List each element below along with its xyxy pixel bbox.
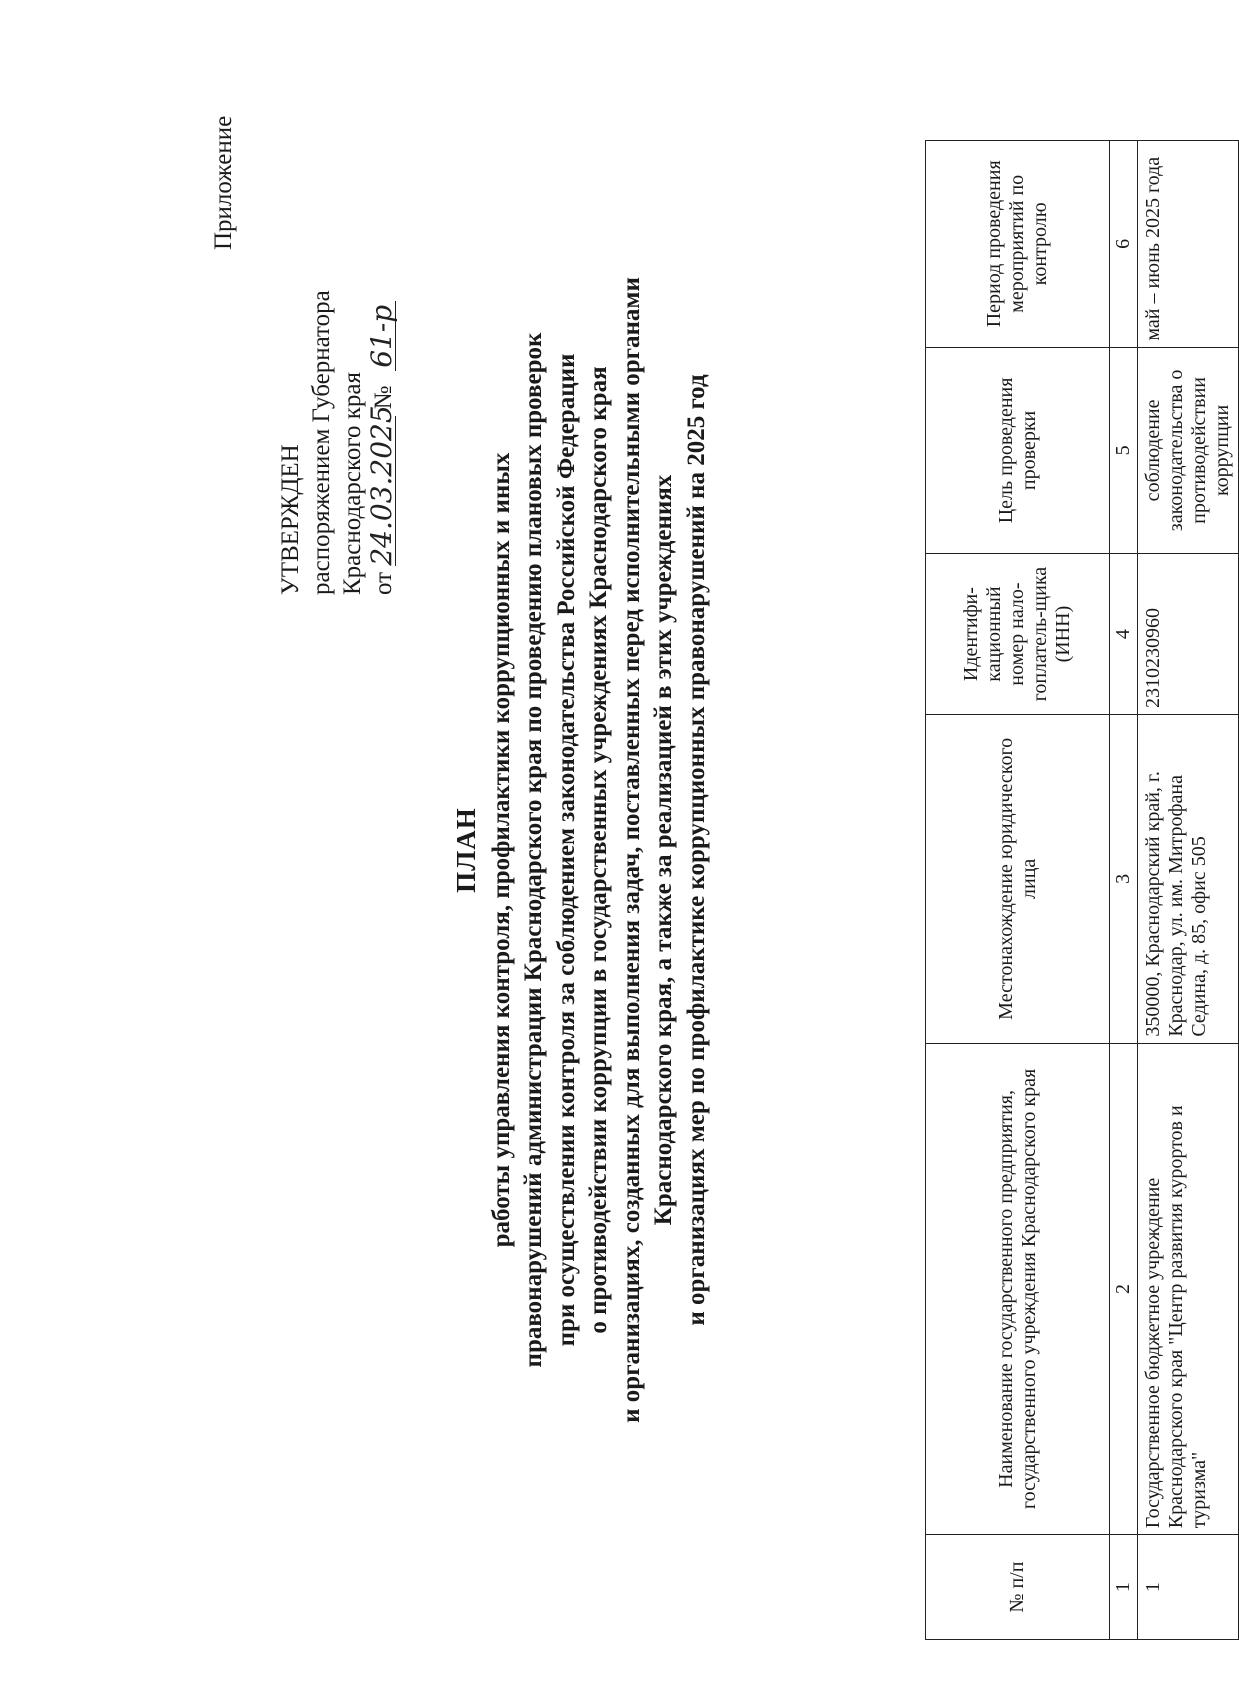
header-cell-goal: Цель проведения проверки xyxy=(926,347,1110,554)
institution-inn: 2310230960 xyxy=(1138,554,1239,715)
title-main: ПЛАН xyxy=(451,807,481,893)
column-number-row xyxy=(1110,141,1138,1640)
title-line: Краснодарского края, а также за реализацией в этих учреждениях xyxy=(650,474,677,1226)
column-number: 1 xyxy=(1110,1535,1138,1640)
title-line: правонарушений администрации Краснодарского края по проведению плановых проверок xyxy=(520,332,547,1368)
column-number: 5 xyxy=(1110,347,1138,554)
header-cell-number: № п/п xyxy=(926,1535,1110,1640)
handwritten-date: 24.03.2025 xyxy=(365,405,398,566)
title-line: и организациях, созданных для выполнения задач, поставленных перед исполнительными органами xyxy=(617,277,645,1423)
inspection-period: май – июнь 2025 года xyxy=(1138,141,1239,348)
table-header-row xyxy=(926,141,1110,1640)
title-line: при осуществлении контроля за соблюдением законодательства Российской Федерации xyxy=(552,353,580,1347)
row-number: 1 xyxy=(1138,1535,1239,1640)
appendix-label: Приложение xyxy=(210,115,237,250)
institution-address: 350000, Краснодарский край, г. Краснодар, ул. им. Митрофана Седина, д. 85, офис 505 xyxy=(1138,714,1239,1043)
column-number: 6 xyxy=(1110,141,1138,348)
approved-by: распоряжением Губернатора xyxy=(308,290,335,595)
document-title xyxy=(450,60,713,1640)
title-line: и организациях мер по профилактике коррупционных правонарушений на 2025 год xyxy=(682,374,710,1326)
inspection-plan-table xyxy=(925,140,1239,1640)
approved-region: Краснодарского края xyxy=(339,372,366,595)
column-number: 3 xyxy=(1110,714,1138,1043)
header-cell-inn: Идентифи-кационный номер нало-гоплатель-щика (ИНН) xyxy=(926,554,1110,715)
inspection-goal: соблюдение законодательства о противодействии коррупции xyxy=(1138,347,1239,554)
approved-title: УТВЕРЖДЕН xyxy=(277,444,304,595)
approved-date-line xyxy=(365,290,399,595)
column-number: 4 xyxy=(1110,554,1138,715)
title-line: работы управления контроля, профилактики коррупционных и иных xyxy=(487,452,515,1248)
date-prefix: от xyxy=(370,571,397,595)
header-cell-period: Период проведения мероприятий по контролю xyxy=(926,141,1110,348)
institution-name: Государственное бюджетное учреждение Краснодарского края "Центр развития курортов и туризма" xyxy=(1138,1043,1239,1535)
rotated-document xyxy=(210,60,1233,1640)
approval-stamp xyxy=(275,290,399,595)
column-number: 2 xyxy=(1110,1043,1138,1535)
number-prefix: № xyxy=(370,385,397,410)
table-row xyxy=(1138,141,1239,1640)
title-line: о противодействии коррупции в государственных учреждениях Краснодарского края xyxy=(585,366,612,1334)
handwritten-number: 61-р xyxy=(369,301,396,371)
header-cell-address: Местонахождение юридического лица xyxy=(926,714,1110,1043)
header-cell-name: Наименование государственного предприятия, государственного учреждения Краснодарского края xyxy=(926,1043,1110,1535)
